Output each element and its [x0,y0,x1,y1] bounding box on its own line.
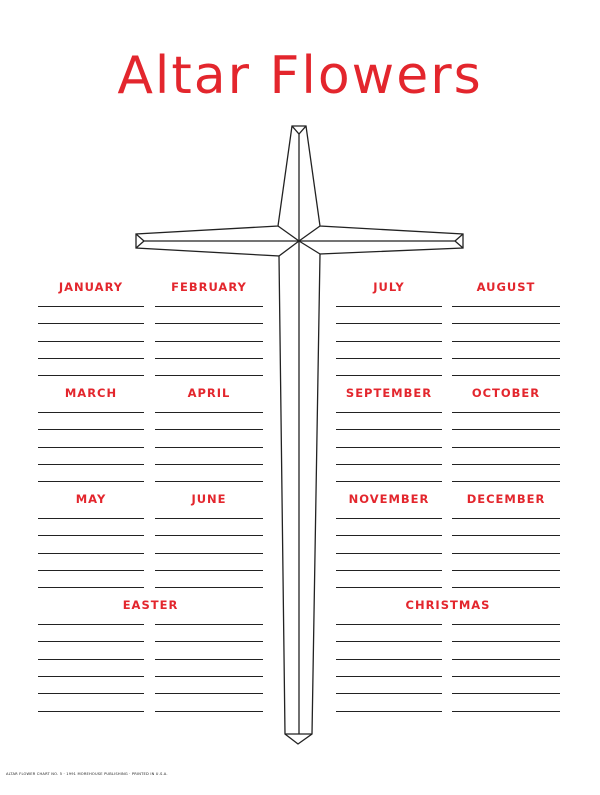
write-in-line[interactable] [452,659,560,660]
write-in-line[interactable] [452,429,560,430]
footer-credit: ALTAR FLOWER CHART NO. 5 · 1991 MOREHOUSE PUBLISHING · PRINTED IN U.S.A. [6,772,168,776]
write-in-line[interactable] [452,711,560,712]
write-in-line[interactable] [155,624,263,625]
write-in-line[interactable] [336,447,442,448]
write-in-line[interactable] [155,323,263,324]
write-in-line[interactable] [38,711,144,712]
write-in-line[interactable] [38,306,144,307]
write-in-line[interactable] [336,676,442,677]
label-june: JUNE [191,492,227,506]
write-in-line[interactable] [155,659,263,660]
write-in-line[interactable] [336,711,442,712]
write-in-line[interactable] [336,323,442,324]
write-in-line[interactable] [336,412,442,413]
write-in-line[interactable] [452,693,560,694]
write-in-line[interactable] [336,641,442,642]
write-in-line[interactable] [452,464,560,465]
label-july: JULY [373,280,405,294]
write-in-line[interactable] [336,570,442,571]
write-in-line[interactable] [336,518,442,519]
label-april: APRIL [187,386,231,400]
write-in-line[interactable] [336,429,442,430]
write-in-line[interactable] [452,323,560,324]
write-in-line[interactable] [155,341,263,342]
write-in-line[interactable] [155,641,263,642]
write-in-line[interactable] [336,587,442,588]
write-in-line[interactable] [155,711,263,712]
write-in-line[interactable] [452,553,560,554]
write-in-line[interactable] [38,553,144,554]
write-in-line[interactable] [336,624,442,625]
write-in-line[interactable] [155,676,263,677]
write-in-line[interactable] [336,358,442,359]
write-in-line[interactable] [155,587,263,588]
write-in-line[interactable] [155,464,263,465]
write-in-line[interactable] [336,553,442,554]
write-in-line[interactable] [452,587,560,588]
write-in-line[interactable] [155,412,263,413]
write-in-line[interactable] [38,481,144,482]
write-in-line[interactable] [336,341,442,342]
write-in-line[interactable] [38,323,144,324]
write-in-line[interactable] [452,412,560,413]
write-in-line[interactable] [38,693,144,694]
write-in-line[interactable] [38,412,144,413]
write-in-line[interactable] [452,306,560,307]
write-in-line[interactable] [155,570,263,571]
label-december: DECEMBER [466,492,546,506]
write-in-line[interactable] [38,464,144,465]
label-march: MARCH [64,386,118,400]
write-in-line[interactable] [38,641,144,642]
write-in-line[interactable] [452,518,560,519]
write-in-line[interactable] [155,535,263,536]
write-in-line[interactable] [452,535,560,536]
write-in-line[interactable] [155,553,263,554]
write-in-line[interactable] [452,641,560,642]
write-in-line[interactable] [38,535,144,536]
write-in-line[interactable] [452,570,560,571]
write-in-line[interactable] [155,358,263,359]
write-in-line[interactable] [155,375,263,376]
write-in-line[interactable] [38,341,144,342]
write-in-line[interactable] [336,535,442,536]
write-in-line[interactable] [336,481,442,482]
label-november: NOVEMBER [348,492,430,506]
write-in-line[interactable] [336,464,442,465]
label-february: FEBRUARY [171,280,247,294]
label-january: JANUARY [58,280,124,294]
write-in-line[interactable] [38,624,144,625]
write-in-line[interactable] [452,375,560,376]
write-in-line[interactable] [452,624,560,625]
write-in-line[interactable] [155,693,263,694]
label-easter: EASTER [122,598,179,612]
write-in-line[interactable] [38,570,144,571]
write-in-line[interactable] [452,358,560,359]
label-christmas: CHRISTMAS [405,598,491,612]
write-in-line[interactable] [452,447,560,448]
write-in-line[interactable] [38,447,144,448]
write-in-line[interactable] [336,693,442,694]
write-in-line[interactable] [38,659,144,660]
write-in-line[interactable] [155,306,263,307]
write-in-line[interactable] [155,518,263,519]
write-in-line[interactable] [336,375,442,376]
write-in-line[interactable] [38,518,144,519]
write-in-line[interactable] [336,306,442,307]
write-in-line[interactable] [336,659,442,660]
write-in-line[interactable] [452,676,560,677]
write-in-line[interactable] [38,587,144,588]
write-in-line[interactable] [452,481,560,482]
write-in-line[interactable] [38,676,144,677]
write-in-line[interactable] [155,429,263,430]
page-title: Altar Flowers [117,46,483,106]
write-in-line[interactable] [38,358,144,359]
write-in-line[interactable] [452,341,560,342]
label-october: OCTOBER [471,386,541,400]
write-in-line[interactable] [38,429,144,430]
label-may: MAY [75,492,107,506]
write-in-line[interactable] [155,447,263,448]
label-august: AUGUST [476,280,536,294]
label-september: SEPTEMBER [345,386,433,400]
write-in-line[interactable] [38,375,144,376]
write-in-line[interactable] [155,481,263,482]
